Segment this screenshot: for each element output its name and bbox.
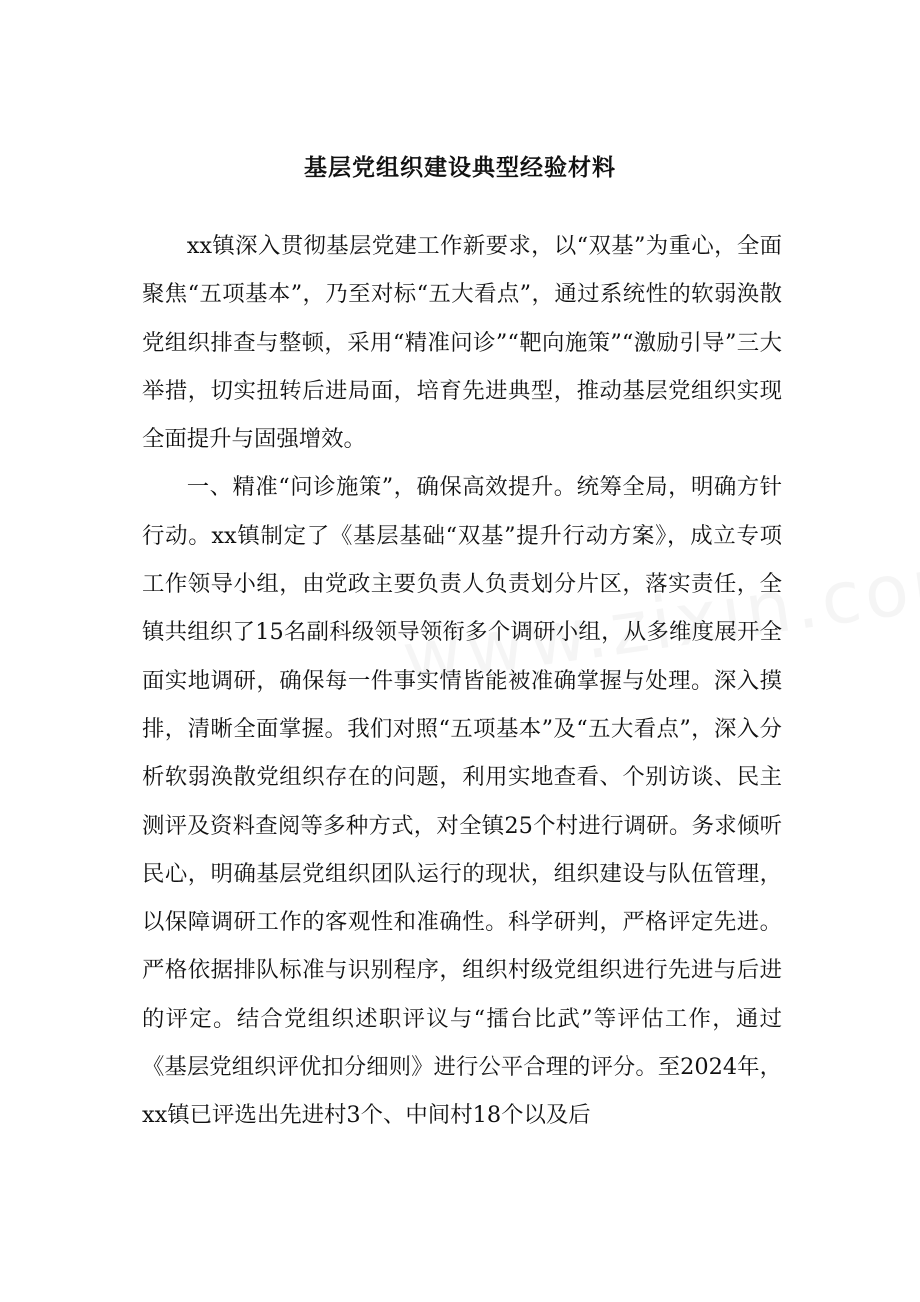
paragraph-section-one: 一、精准“问诊施策”，确保高效提升。统筹全局，明确方针行动。xx镇制定了《基层基础“双基”提升行动方案》，成立专项工作领导小组，由党政主要负责人负责划分片区，落实责任，全镇共组织了15名副科级领导领衔多个调研小组，从多维度展开全面实地调研，确保每一件事实情皆能被准确掌握与处理。深入摸排，清晰全面掌握。我们对照“五项基本”及“五大看点”，深入分析软弱涣散党组织存在的问题，利用实地查看、个别访谈、民主测评及资料查阅等多种方式，对全镇25个村进行调研。务求倾听民心，明确基层党组织团队运行的现状，组织建设与队伍管理，以保障调研工作的客观性和准确性。科学研判，严格评定先进。严格依据排队标准与识别程序，组织村级党组织进行先进与后进的评定。结合党组织述职评议与“擂台比武”等评估工作，通过《基层党组织评优扣分细则》进行公平合理的评分。至2024年，xx镇已评选出先进村3个、中间村18个以及后 <box>142 474 782 1129</box>
document-body <box>142 222 782 1140</box>
paragraph-intro: xx镇深入贯彻基层党建工作新要求，以“双基”为重心，全面聚焦“五项基本”，乃至对标“五大看点”，通过系统性的软弱涣散党组织排查与整顿，采用“精准问诊”“靶向施策”“激励引导”三大举措，切实扭转后进局面，培育先进典型，推动基层党组织实现全面提升与固强增效。 <box>142 233 782 453</box>
document-title: 基层党组织建设典型经验材料 <box>304 154 616 181</box>
